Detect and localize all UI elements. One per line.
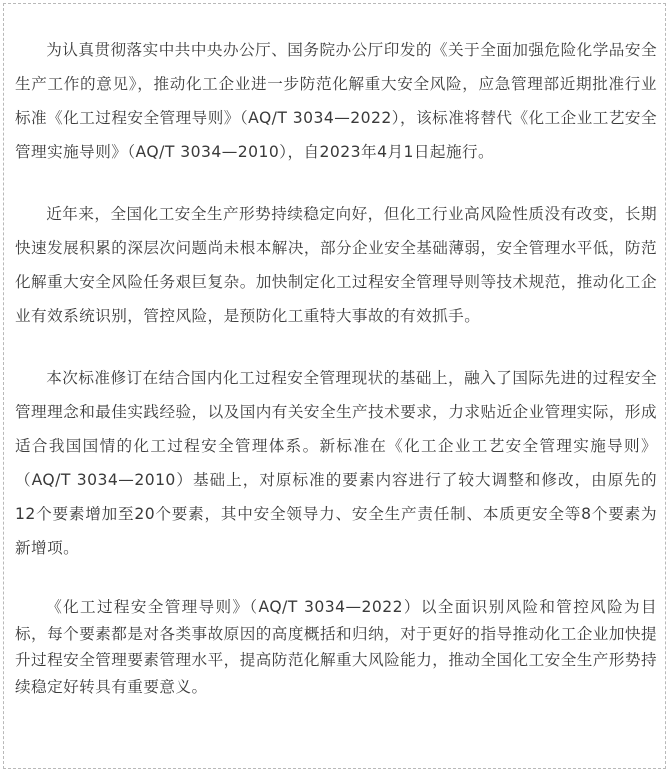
paragraph-standard-approval: 为认真贯彻落实中共中央办公厅、国务院办公厅印发的《关于全面加强危险化学品安全生产工作的意见》，推动化工企业进一步防范化解重大安全风险，应急管理部近期批准行业标准《化工过程安全管理导则》（AQ/T 3034—2022），该标准将替代《化工企业工艺安全管理实施导则》（AQ/T 3034—2010），自2023年4月1日起施行。 [15, 41, 657, 161]
paragraph-industry-situation: 近年来，全国化工安全生产形势持续稳定向好，但化工行业高风险性质没有改变，长期快速发展积累的深层次问题尚未根本解决，部分企业安全基础薄弱，安全管理水平低，防范化解重大安全风险任务艰巨复杂。加快制定化工过程安全管理导则等技术规范，推动化工企业有效系统识别，管控风险，是预防化工重特大事故的有效抓手。 [15, 205, 657, 325]
article-body [15, 33, 657, 700]
paragraph-significance: 《化工过程安全管理导则》（AQ/T 3034—2022）以全面识别风险和管控风险为目标，每个要素都是对各类事故原因的高度概括和归纳，对于更好的指导推动化工企业加快提升过程安全管理要素管理水平，提高防范化解重大风险能力，推动全国化工安全生产形势持续稳定好转具有重要意义。 [15, 598, 657, 696]
paragraph-revision-details: 本次标准修订在结合国内化工过程安全管理现状的基础上，融入了国际先进的过程安全管理理念和最佳实践经验，以及国内有关安全生产技术要求，力求贴近企业管理实际，形成适合我国国情的化工过程安全管理体系。新标准在《化工企业工艺安全管理实施导则》（AQ/T 3034—2010）基础上，对原标准的要素内容进行了较大调整和修改，由原先的12个要素增加至20个要素，其中安全领导力、安全生产责任制、本质更安全等8个要素为新增项。 [15, 369, 657, 557]
